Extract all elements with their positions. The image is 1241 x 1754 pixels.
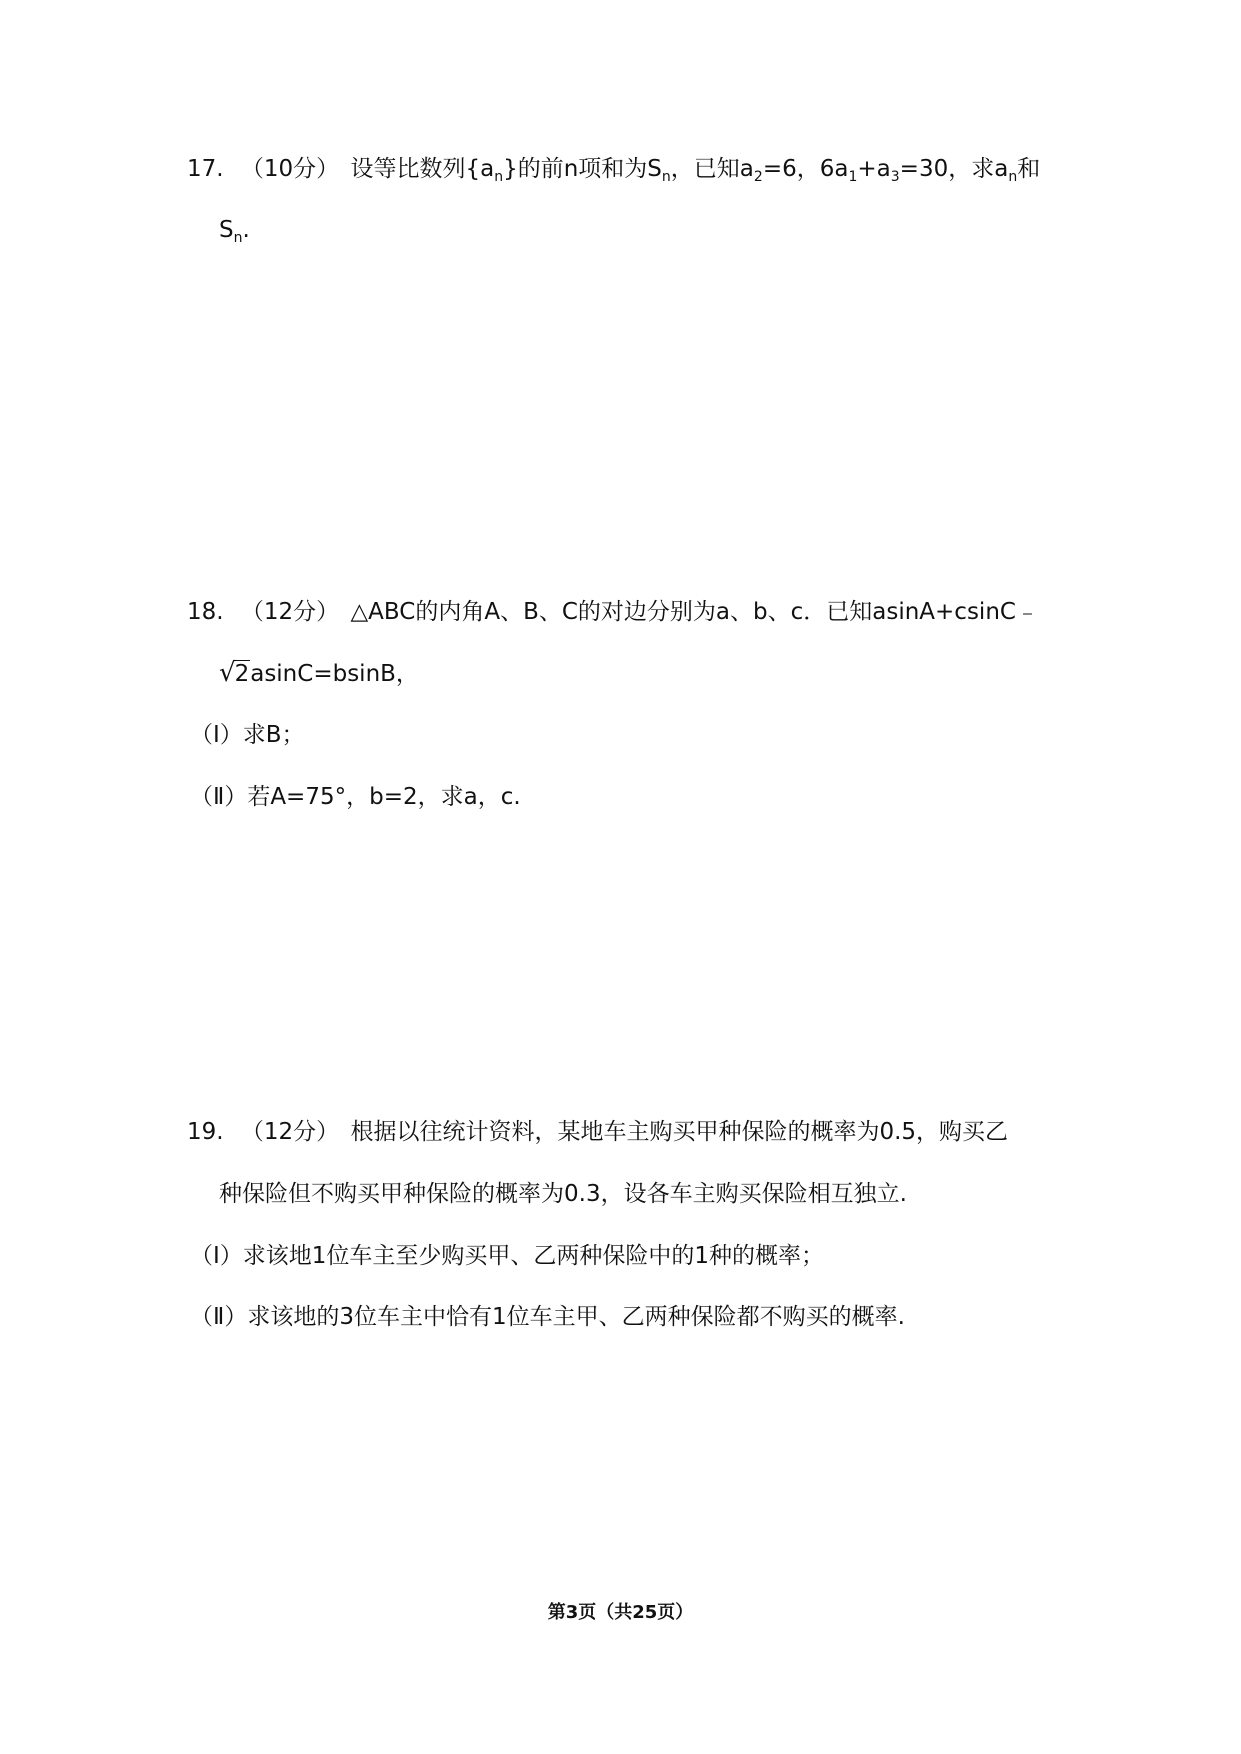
q17-number: 17. xyxy=(187,156,224,182)
q17-text: 设等比数列$\{a_n\}$的前n项和为$S_n$，已知$a_2=6$，$6a_1+a_3=30$，求$a_n$和 xyxy=(350,156,1041,185)
q17-score: （10分） xyxy=(240,156,340,182)
sqrt-symbol: √2 xyxy=(219,658,250,688)
q18-line1 xyxy=(187,597,1039,627)
q19-part1: （Ⅰ）求该地1位车主至少购买甲、乙两种保险中的1种的概率； xyxy=(190,1243,825,1269)
q17-line1 xyxy=(187,154,1040,184)
q18-part1: （Ⅰ）求B； xyxy=(190,722,305,748)
q19-line2: 种保险但不购买甲种保险的概率为0.3，设各车主购买保险相互独立. xyxy=(219,1181,907,1207)
q19-score: （12分） xyxy=(240,1119,340,1145)
q19-line1 xyxy=(187,1117,1008,1147)
q18-part2: （Ⅱ）若A=75°，b=2，求a，c. xyxy=(190,784,521,810)
q17-line2: $S_n$. xyxy=(219,217,250,246)
q18-score: （12分） xyxy=(240,599,340,625)
q19-text: 根据以往统计资料，某地车主购买甲种保险的概率为0.5，购买乙 xyxy=(350,1119,1009,1145)
q19-number: 19. xyxy=(187,1119,224,1145)
q18-line2: √2asinC=bsinB， xyxy=(219,658,419,688)
page-number: 第3页（共25页） xyxy=(547,1602,694,1623)
q18-number: 18. xyxy=(187,599,224,625)
q19-part2: （Ⅱ）求该地的3位车主中恰有1位车主甲、乙两种保险都不购买的概率. xyxy=(190,1304,905,1330)
q18-text: △ABC的内角A、B、C的对边分别为a、b、c．已知asinA+csinC﹣ xyxy=(350,599,1039,625)
